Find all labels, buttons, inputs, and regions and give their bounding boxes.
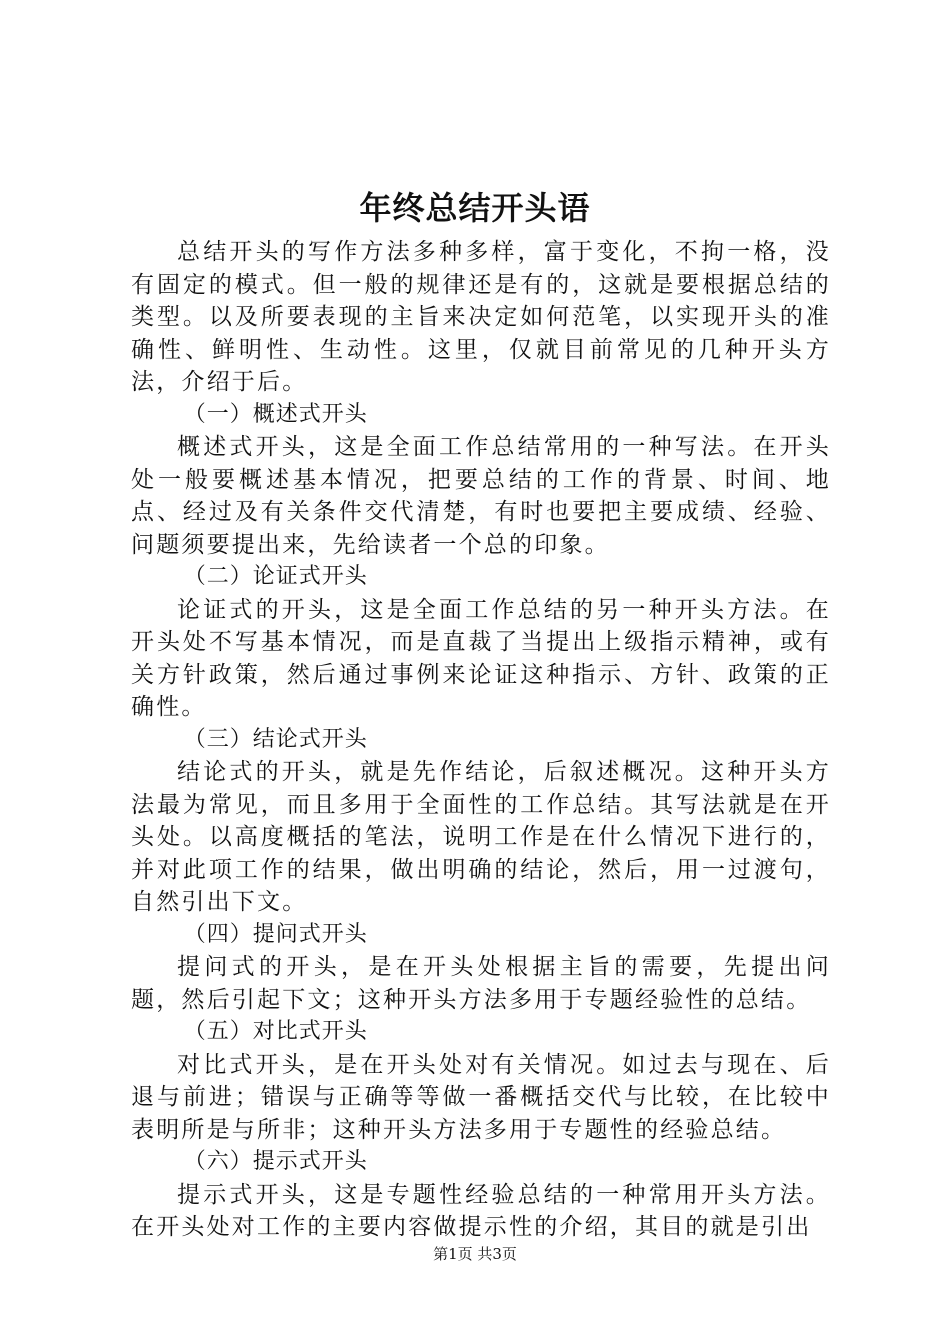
section-heading: （三）结论式开头 [183, 726, 368, 752]
document-title: 年终总结开头语 [359, 189, 591, 227]
body-paragraph: 论证式的开头，这是全面工作总结的另一种开头方法。在开头处不写基本情况，而是直裁了当提出上级指示精神，或有关方针政策，然后通过事例来论证这种指示、方针、政策的正确性。 [131, 596, 831, 720]
page-footer: 第1页 共3页 [433, 1245, 517, 1263]
body-paragraph: 总结开头的写作方法多种多样，富于变化，不拘一格，没有固定的模式。但一般的规律还是有的，这就是要根据总结的类型。以及所要表现的主旨来决定如何范笔，以实现开头的准确性、鲜明性、生动性。这里，仅就目前常见的几种开头方法，介绍于后。 [131, 239, 831, 395]
body-paragraph: 提问式的开头，是在开头处根据主旨的需要，先提出问题，然后引起下文；这种开头方法多用于专题经验性的总结。 [131, 954, 831, 1013]
section-heading: （一）概述式开头 [183, 401, 368, 427]
section-heading: （四）提问式开头 [183, 921, 368, 947]
body-paragraph: 结论式的开头，就是先作结论，后叙述概况。这种开头方法最为常见，而且多用于全面性的工作总结。其写法就是在开头处。以高度概括的笔法，说明工作是在什么情况下进行的，并对此项工作的结果，做出明确的结论，然后，用一过渡句，自然引出下文。 [131, 759, 831, 915]
body-paragraph: 概述式开头，这是全面工作总结常用的一种写法。在开头处一般要概述基本情况，把要总结的工作的背景、时间、地点、经过及有关条件交代清楚，有时也要把主要成绩、经验、问题须要提出来，先给读者一个总的印象。 [131, 434, 831, 558]
document-body [131, 236, 831, 1244]
body-paragraph: 提示式开头，这是专题性经验总结的一种常用开头方法。在开头处对工作的主要内容做提示性的介绍，其目的就是引出 [131, 1181, 831, 1240]
body-paragraph: 对比式开头，是在开头处对有关情况。如过去与现在、后退与前进；错误与正确等等做一番概括交代与比较，在比较中表明所是与所非；这种开头方法多用于专题性的经验总结。 [131, 1051, 831, 1143]
section-heading: （二）论证式开头 [183, 564, 368, 589]
section-heading: （五）对比式开头 [183, 1019, 368, 1044]
section-heading: （六）提示式开头 [183, 1149, 368, 1174]
